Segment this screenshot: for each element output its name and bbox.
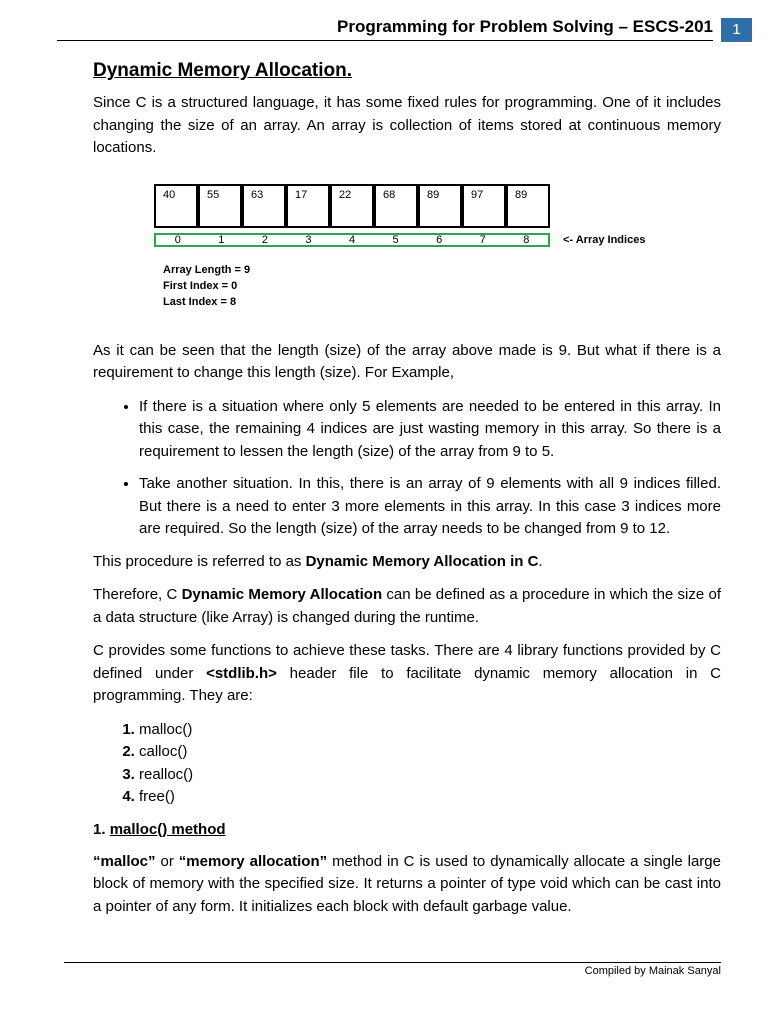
text-run: method in C is used to dynamically allocate a single large block of memory with the specified size. It returns a pointer of type void which can be cast into a pointer of any form. It initializes each block with default garbage value. — [93, 852, 721, 915]
length-paragraph: As it can be seen that the length (size) of the array above made is 9. But what if there is a requirement to change this length (size). For Example, — [93, 341, 721, 381]
array-index: 3 — [305, 233, 312, 246]
array-index: 6 — [436, 233, 443, 246]
array-cell: 89 — [506, 184, 550, 228]
definition-paragraph — [93, 584, 721, 629]
list-item: • If there is a situation where only 5 elements are needed to be entered in this array. In this case, the remaining 4 indices are just wasting memory in this array. So there is a requirement to lessen the length (size) of the array from 9 to 5. — [139, 396, 721, 464]
page-body — [93, 60, 721, 929]
list-item: 4. free() — [139, 786, 721, 809]
section-heading — [93, 819, 721, 841]
section-title: malloc() method — [109, 820, 226, 838]
text-run: . — [538, 552, 543, 570]
list-item: • Take another situation. In this, there is an array of 9 elements with all 9 indices filled. But there is a need to enter 3 more elements in this array. In this case 3 indices more are required. So the length (size) of the array needs to be changed from 9 to 12. — [139, 473, 721, 541]
text-run: This procedure is referred to as — [93, 552, 306, 570]
array-cells — [154, 184, 550, 228]
array-cell: 68 — [374, 184, 418, 228]
bold-term: “memory allocation” — [178, 852, 328, 870]
array-cell: 40 — [154, 184, 198, 228]
bold-term: Dynamic Memory Allocation — [181, 586, 383, 603]
footer-credit: Compiled by Mainak Sanyal — [584, 965, 721, 977]
function-list — [93, 719, 721, 809]
page-title: Dynamic Memory Allocation. — [93, 60, 353, 81]
indices-label: <- Array Indices — [563, 233, 646, 246]
array-index: 2 — [261, 233, 268, 246]
array-cell: 17 — [286, 184, 330, 228]
array-index: 8 — [523, 233, 530, 246]
example-list — [93, 396, 721, 541]
functions-paragraph — [93, 640, 721, 708]
array-index: 5 — [392, 233, 399, 246]
first-index-label: First Index = 0 — [163, 279, 238, 292]
list-item: 3. realloc() — [139, 764, 721, 787]
footer-rule — [64, 962, 721, 963]
text-run: or — [155, 852, 179, 870]
running-header: Programming for Problem Solving – ESCS-201 — [337, 17, 713, 36]
header-rule — [57, 40, 713, 41]
length-label: Array Length = 9 — [163, 263, 251, 276]
malloc-paragraph — [93, 851, 721, 919]
text-run: Therefore, C — [93, 586, 182, 603]
array-index: 4 — [348, 233, 356, 246]
array-cell: 22 — [330, 184, 374, 228]
array-stats — [163, 262, 250, 310]
array-figure — [93, 180, 721, 328]
array-index: 0 — [174, 233, 181, 246]
text-run: can be defined as a procedure in which the size of a data structure (like Array) is changed during the runtime. — [93, 586, 721, 626]
page-number: 1 — [721, 18, 752, 42]
array-index: 1 — [218, 233, 225, 246]
text-run: C provides some functions to achieve these tasks. There are 4 library functions provided by C defined under — [93, 642, 721, 682]
array-index: 7 — [479, 233, 486, 246]
array-cell: 55 — [198, 184, 242, 228]
list-item: 2. calloc() — [139, 741, 721, 764]
bold-term: <stdlib.h> — [206, 664, 277, 682]
array-cell: 63 — [242, 184, 286, 228]
procedure-paragraph — [93, 551, 721, 574]
intro-paragraph: Since C is a structured language, it has some fixed rules for programming. One of it includes changing the size of an array. An array is collection of items stored at continuous memory locations. — [93, 94, 721, 156]
list-item: 1. malloc() — [139, 719, 721, 742]
array-cell: 89 — [418, 184, 462, 228]
array-indices — [154, 233, 550, 247]
last-index-label: Last Index = 8 — [163, 295, 237, 308]
array-cell: 97 — [462, 184, 506, 228]
text-run: header file to facilitate dynamic memory allocation in C programming. They are: — [93, 664, 721, 704]
section-number: 1. — [93, 820, 110, 838]
bold-term: Dynamic Memory Allocation in C — [305, 552, 539, 570]
bold-term: “malloc” — [93, 852, 156, 870]
